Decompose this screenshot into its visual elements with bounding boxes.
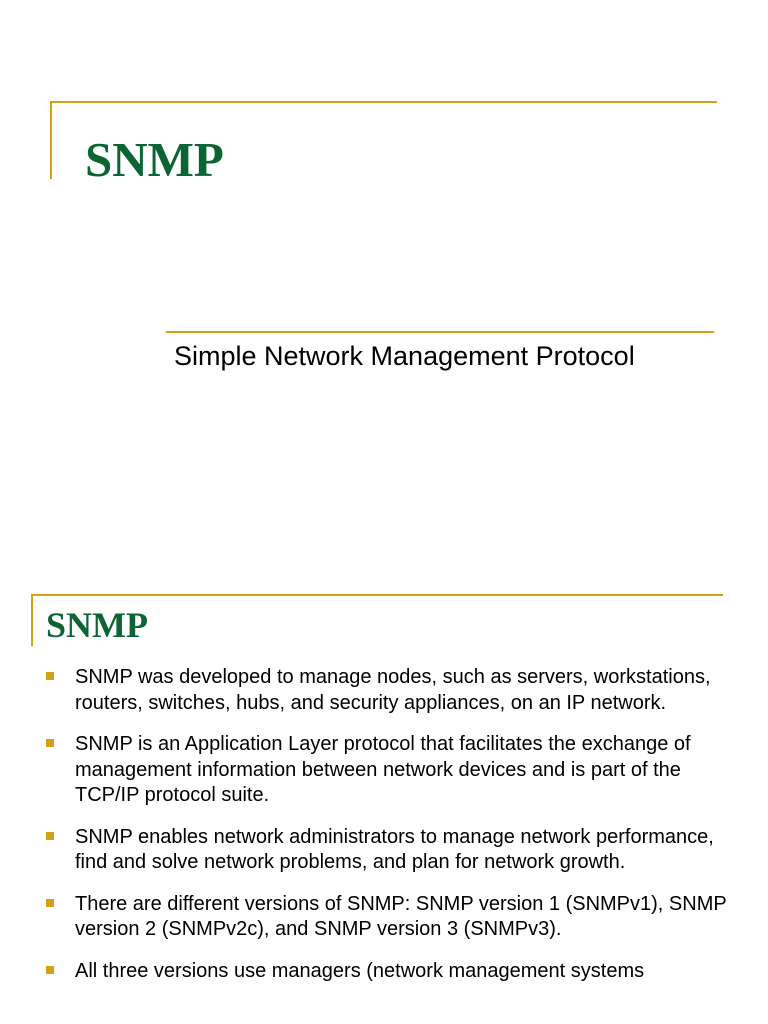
- bullet-text: SNMP is an Application Layer protocol that facilitates the exchange of management information between network devices and is part of the TCP/IP protocol suite.: [75, 733, 691, 806]
- title-left-rule: [50, 101, 52, 179]
- bullet-text: All three versions use managers (network management systems: [75, 959, 645, 982]
- subtitle-rule: [166, 331, 714, 333]
- bullet-item: [44, 732, 734, 809]
- bullet-text: There are different versions of SNMP: SNMP version 1 (SNMPv1), SNMP version 2 (SNMPv2c), and SNMP version 3 (SNMPv3).: [75, 892, 727, 940]
- square-bullet-icon: [46, 899, 54, 907]
- square-bullet-icon: [46, 739, 54, 747]
- content-slide: [0, 560, 768, 1024]
- bullet-item: [44, 892, 734, 943]
- bullet-text: SNMP enables network administrators to manage network performance, find and solve network problems, and plan for network growth.: [75, 825, 714, 873]
- bullet-text: SNMP was developed to manage nodes, such as servers, workstations, routers, switches, hubs, and security appliances, on an IP network.: [75, 666, 711, 714]
- square-bullet-icon: [46, 832, 54, 840]
- slide-subtitle: Simple Network Management Protocol: [174, 341, 635, 371]
- square-bullet-icon: [46, 966, 54, 974]
- bullet-item: [44, 665, 734, 716]
- content-top-rule: [32, 594, 723, 596]
- square-bullet-icon: [46, 672, 54, 680]
- title-top-rule: [51, 101, 717, 103]
- bullet-list: [44, 665, 734, 1000]
- slide-title: SNMP: [85, 132, 224, 187]
- bullet-item: [44, 959, 734, 985]
- bullet-item: [44, 825, 734, 876]
- content-title: SNMP: [46, 605, 148, 645]
- content-left-rule: [31, 594, 33, 646]
